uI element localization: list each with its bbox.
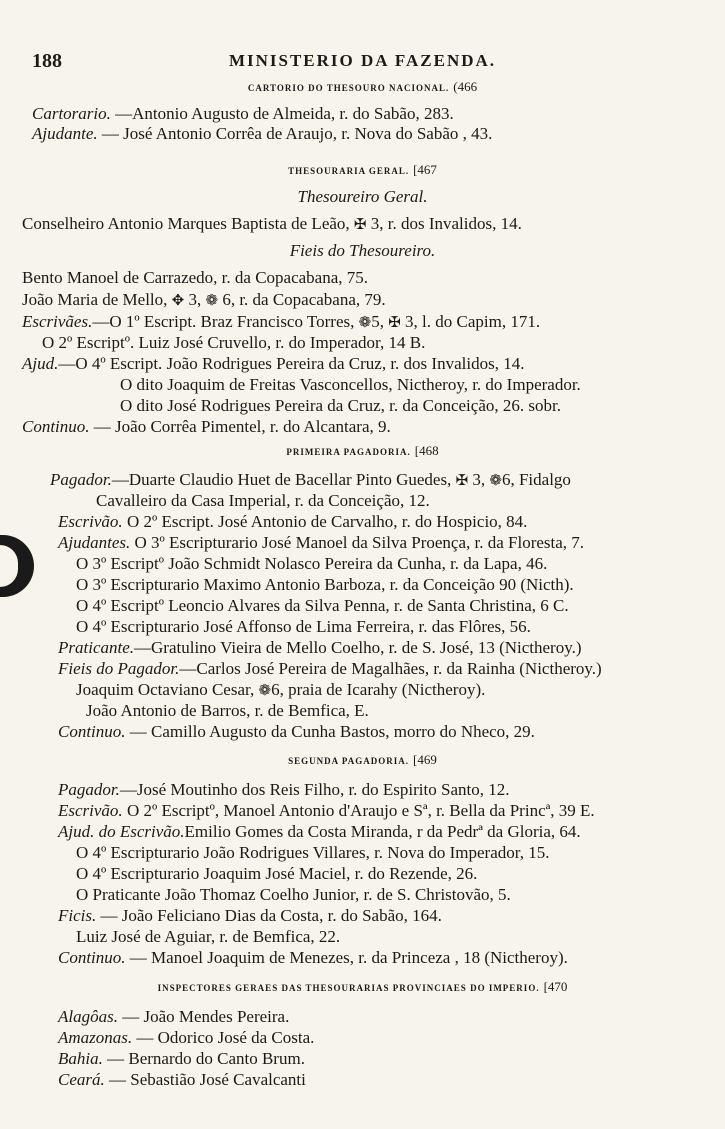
cross-icon: ✠ [455,473,469,489]
section-heading-inspectores: INSPECTORES GERAES DAS THESOURARIAS PROVINCIAES DO IMPERIO. [470 [157,979,568,994]
entry-line: Ajud. do Escrivão.Emilio Gomes da Costa Miranda, r da Pedrª da Gloria, 64. [58,822,581,841]
entry-line: O 4º Escripturario Joaquim José Maciel, r. do Rezende, 26. [76,864,478,883]
subheading: Fieis do Thesoureiro. [289,241,436,260]
running-title: MINISTERIO DA FAZENDA. [228,51,497,70]
entry-line: O dito Joaquim de Freitas Vasconcellos, Nictheroy, r. do Imperador. [120,375,581,394]
cross-icon: ✠ [388,315,401,331]
entry-line: Cartorario. —Antonio Augusto de Almeida, r. do Sabão, 283. [32,104,454,123]
entry-line: O 4º Escriptº Leoncio Alvares da Silva Penna, r. de Santa Christina, 6 C. [76,596,569,615]
entry-line: João Maria de Mello, ✥ 3, ❁ 6, r. da Copacabana, 79. [22,290,386,309]
star-icon: ✥ [171,293,185,309]
entry-line: Continuo. — Manoel Joaquim de Menezes, r. da Princeza , 18 (Nictheroy). [58,948,568,967]
entry-line: Escrivão. O 2º Escriptº, Manoel Antonio d'Araujo e Sª, r. Bella da Princª, 39 E. [58,801,595,820]
rose-icon: ❁ [358,315,372,331]
entry-line: O 3º Escriptº João Schmidt Nolasco Pereira da Cunha, r. da Lapa, 46. [76,554,548,573]
section-heading-tesouraria: THESOURARIA GERAL. [467 [288,162,437,177]
entry-line: Pagador.—José Moutinho dos Reis Filho, r. do Espirito Santo, 12. [58,780,510,799]
rose-icon: ❁ [258,683,272,699]
rose-icon: ❁ [489,473,502,489]
entry-line: O 4º Escripturario José Affonso de Lima Ferreira, r. das Flôres, 56. [76,617,531,636]
entry-line: Conselheiro Antonio Marques Baptista de Leão, ✠ 3, r. dos Invalidos, 14. [22,214,522,233]
entry-line: Alagôas. — João Mendes Pereira. [58,1007,290,1026]
rose-icon: ❁ [205,293,219,309]
page-number: 188 [32,50,62,72]
entry-line: Ajud.—O 4º Escript. João Rodrigues Pereira da Cruz, r. dos Invalidos, 14. [22,354,525,373]
entry-line: Escrivães.—O 1º Escript. Braz Francisco Torres, ❁5, ✠ 3, l. do Capim, 171. [22,312,541,331]
entry-line: O dito José Rodrigues Pereira da Cruz, r. da Conceição, 26. sobr. [120,396,561,415]
entry-line: Fieis do Pagador.—Carlos José Pereira de Magalhães, r. da Rainha (Nictheroy.) [58,659,602,678]
entry-line: Pagador.—Duarte Claudio Huet de Bacellar Pinto Guedes, ✠ 3, ❁6, Fidalgo [50,470,571,489]
entry-line: Ficis. — João Feliciano Dias da Costa, r. do Sabão, 164. [58,906,442,925]
entry-line: Amazonas. — Odorico José da Costa. [58,1028,315,1047]
section-heading-cartorio: CARTORIO DO THESOURO NACIONAL. (466 [247,79,478,94]
entry-line: Joaquim Octaviano Cesar, ❁6, praia de Icarahy (Nictheroy). [76,680,486,699]
entry-line: O 2º Escriptº. Luiz José Cruvello, r. do Imperador, 14 B. [42,333,426,352]
entry-line: João Antonio de Barros, r. de Bemfica, E. [86,701,369,720]
entry-line: Luiz José de Aguiar, r. de Bemfica, 22. [76,927,341,946]
subheading: Thesoureiro Geral. [297,187,428,206]
entry-line: Ajudante. — José Antonio Corrêa de Araujo, r. Nova do Sabão , 43. [32,124,493,143]
entry-line: O Praticante João Thomaz Coelho Junior, r. de S. Christovão, 5. [76,885,511,904]
section-heading-primeira: PRIMEIRA PAGADORIA. [468 [286,443,439,458]
entry-line: Ajudantes. O 3º Escripturario José Manoel da Silva Proença, r. da Floresta, 7. [58,533,585,552]
entry-line: O 3º Escripturario Maximo Antonio Barboza, r. da Conceição 90 (Nicth). [76,575,574,594]
entry-line: Cavalleiro da Casa Imperial, r. da Conceição, 12. [96,491,430,510]
entry-line: Continuo. — João Corrêa Pimentel, r. do Alcantara, 9. [22,417,391,436]
cross-icon: ✠ [353,217,367,233]
entry-line: O 4º Escripturario João Rodrigues Villares, r. Nova do Imperador, 15. [76,843,550,862]
entry-line: Bahia. — Bernardo do Canto Brum. [58,1049,305,1068]
entry-line: Bento Manoel de Carrazedo, r. da Copacabana, 75. [22,268,369,287]
entry-line: Praticante.—Gratulino Vieira de Mello Coelho, r. de S. José, 13 (Nictheroy.) [58,638,582,657]
entry-line: Continuo. — Camillo Augusto da Cunha Bastos, morro do Nheco, 29. [58,722,535,741]
entry-line: Escrivão. O 2º Escript. José Antonio de Carvalho, r. do Hospicio, 84. [58,512,528,531]
section-heading-segunda: SEGUNDA PAGADORIA. [469 [288,752,437,767]
entry-line: Ceará. — Sebastião José Cavalcanti [58,1070,306,1089]
binding-blot [0,535,34,597]
